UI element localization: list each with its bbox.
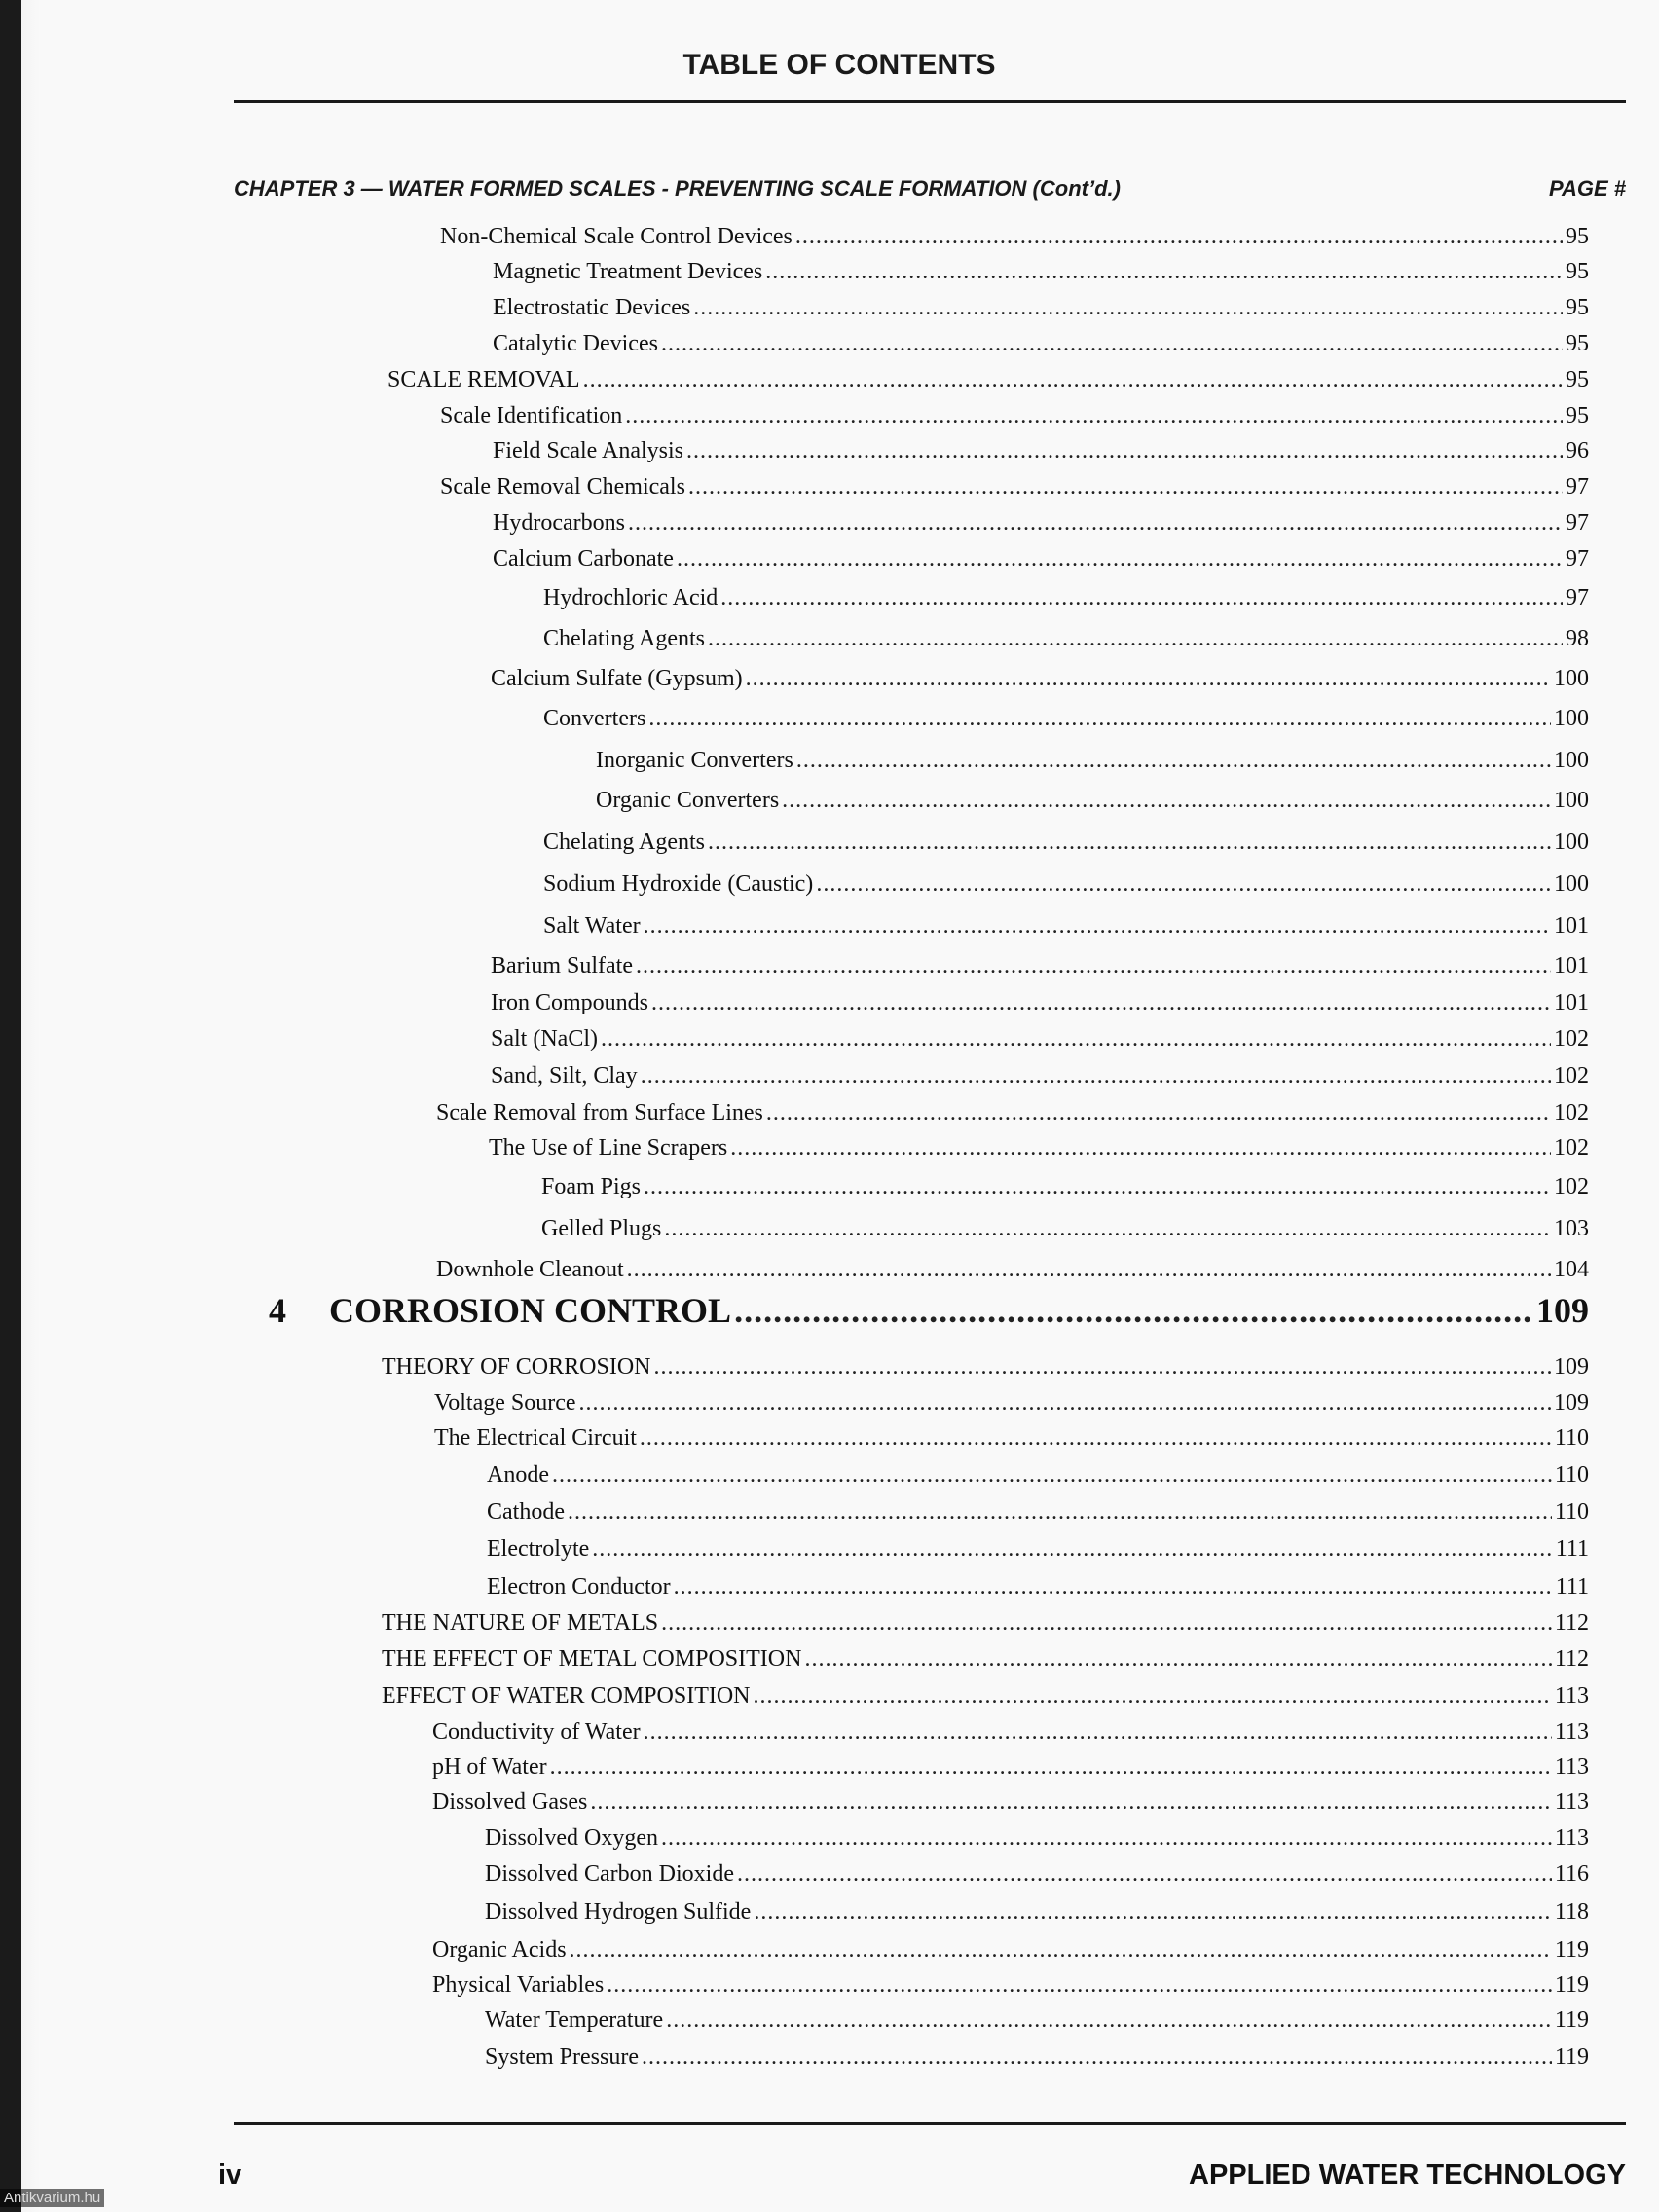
- toc-entry: [432, 1972, 1589, 2002]
- toc-entry-title: Physical Variables: [432, 1972, 605, 1998]
- toc-entry: [485, 2045, 1589, 2074]
- toc-entry-title: Electron Conductor: [487, 1574, 671, 1600]
- toc-entry: [543, 830, 1589, 859]
- toc-entry-title: Field Scale Analysis: [493, 438, 683, 463]
- toc-entry-page: 109: [1554, 1390, 1589, 1416]
- toc-entry: [493, 331, 1589, 360]
- toc-entry-title: Hydrochloric Acid: [543, 585, 719, 610]
- dot-leader: [674, 1574, 1553, 1601]
- toc-entry-page: 109: [1554, 1354, 1589, 1380]
- toc-entry-page: 102: [1554, 1135, 1589, 1161]
- toc-entry-title: Inorganic Converters: [596, 748, 793, 773]
- toc-entry-title: Voltage Source: [434, 1390, 576, 1416]
- dot-leader: [734, 1290, 1533, 1331]
- dot-leader: [568, 1499, 1552, 1526]
- toc-entry-title: Sand, Silt, Clay: [491, 1063, 638, 1088]
- toc-entry-page: 97: [1566, 474, 1589, 499]
- toc-entry-title: Organic Converters: [596, 788, 780, 813]
- toc-entry-page: 110: [1554, 1499, 1589, 1525]
- dot-leader: [737, 1862, 1552, 1888]
- toc-entry-title: Dissolved Oxygen: [485, 1825, 658, 1851]
- page-column-label: PAGE #: [1548, 176, 1626, 201]
- toc-entry: [541, 1174, 1589, 1203]
- toc-entry-title: Foam Pigs: [541, 1174, 642, 1199]
- dot-leader: [720, 585, 1563, 611]
- toc-entry: [491, 953, 1589, 982]
- toc-entry: [493, 295, 1589, 324]
- toc-entry-title: The Use of Line Scrapers: [489, 1135, 728, 1161]
- toc-chapter-number: 4: [269, 1291, 286, 1330]
- toc-entry-page: 95: [1566, 403, 1589, 428]
- toc-entry-page: 119: [1554, 1937, 1589, 1963]
- toc-entry-title: THE EFFECT OF METAL COMPOSITION: [382, 1646, 802, 1672]
- dot-leader: [583, 367, 1563, 393]
- toc-entry-title: Dissolved Hydrogen Sulfide: [485, 1899, 752, 1925]
- dot-leader: [661, 1825, 1552, 1852]
- toc-entry-title: The Electrical Circuit: [434, 1425, 637, 1451]
- toc-entry-title: Gelled Plugs: [541, 1216, 662, 1241]
- dot-leader: [677, 546, 1563, 572]
- toc-entry-page: 118: [1554, 1899, 1589, 1925]
- toc-entry-page: 111: [1555, 1536, 1589, 1562]
- toc-entry-page: 100: [1554, 788, 1589, 813]
- toc-entry: [487, 1574, 1589, 1604]
- toc-entry-page: 109: [1536, 1291, 1589, 1330]
- toc-entry-page: 102: [1554, 1100, 1589, 1125]
- dot-leader: [625, 403, 1563, 429]
- footer-rule: [234, 2122, 1626, 2125]
- toc-entry-title: Cathode: [487, 1499, 565, 1525]
- toc-entry-title: Downhole Cleanout: [436, 1257, 624, 1282]
- toc-entry-page: 100: [1554, 871, 1589, 897]
- dot-leader: [754, 1683, 1552, 1710]
- dot-leader: [816, 871, 1551, 898]
- toc-entry-page: 95: [1566, 224, 1589, 249]
- toc-entry: [493, 259, 1589, 288]
- toc-entry-page: 103: [1554, 1216, 1589, 1241]
- page: [39, 0, 1659, 2212]
- toc-entry: [543, 585, 1589, 614]
- dot-leader: [666, 2008, 1552, 2034]
- toc-entry-page: 113: [1554, 1754, 1589, 1780]
- toc-entry-page: 119: [1554, 1972, 1589, 1998]
- toc-entry: [543, 706, 1589, 735]
- toc-entry-title: Catalytic Devices: [493, 331, 658, 356]
- dot-leader: [644, 913, 1551, 940]
- dot-leader: [592, 1536, 1553, 1563]
- toc-entry-title: Chelating Agents: [543, 830, 705, 855]
- toc-entry-title: Conductivity of Water: [432, 1719, 641, 1745]
- toc-entry-page: 110: [1554, 1462, 1589, 1488]
- dot-leader: [664, 1216, 1551, 1242]
- dot-leader: [552, 1462, 1552, 1489]
- toc-entry-title: Electrolyte: [487, 1536, 590, 1562]
- toc-entry-page: 97: [1566, 510, 1589, 535]
- dot-leader: [644, 1719, 1552, 1746]
- dot-leader: [693, 295, 1563, 321]
- toc-entry-page: 100: [1554, 830, 1589, 855]
- toc-entry: [493, 546, 1589, 575]
- toc-entry-title: Calcium Sulfate (Gypsum): [491, 666, 743, 691]
- dot-leader: [640, 1425, 1552, 1452]
- toc-entry-page: 104: [1554, 1257, 1589, 1282]
- toc-entry: [382, 1683, 1589, 1713]
- dot-leader: [653, 1354, 1551, 1381]
- dot-leader: [570, 1937, 1552, 1964]
- toc-entry: [596, 788, 1589, 817]
- toc-entry-title: Water Temperature: [485, 2008, 664, 2033]
- toc-entry: [432, 1719, 1589, 1749]
- toc-entry-title: Salt (NaCl): [491, 1026, 598, 1051]
- toc-entry: [543, 626, 1589, 655]
- toc-entry-title: Magnetic Treatment Devices: [493, 259, 763, 284]
- toc-chapter-row: [269, 1290, 1589, 1333]
- toc-entry-page: 95: [1566, 259, 1589, 284]
- toc-entry-title: System Pressure: [485, 2045, 639, 2070]
- toc-entry: [434, 1390, 1589, 1419]
- chapter-header-title: CHAPTER 3 — WATER FORMED SCALES - PREVENTING SCALE FORMATION (Cont’d.): [234, 176, 1121, 201]
- toc-entry-page: 113: [1554, 1789, 1589, 1815]
- dot-leader: [651, 990, 1551, 1016]
- dot-leader: [579, 1390, 1551, 1417]
- dot-leader: [708, 626, 1563, 652]
- toc-entry-page: 100: [1554, 706, 1589, 731]
- toc-entry-title: Electrostatic Devices: [493, 295, 691, 320]
- toc-entry-page: 95: [1566, 331, 1589, 356]
- dot-leader: [590, 1789, 1552, 1816]
- dot-leader: [804, 1646, 1551, 1673]
- toc-entry: [387, 367, 1589, 396]
- toc-entry: [382, 1354, 1589, 1383]
- toc-entry: [440, 403, 1589, 432]
- toc-entry: [489, 1135, 1589, 1164]
- toc-entry-title: Organic Acids: [432, 1937, 567, 1963]
- toc-entry-title: Converters: [543, 706, 646, 731]
- dot-leader: [746, 666, 1551, 692]
- toc-entry: [491, 1026, 1589, 1055]
- toc-list: [39, 0, 1659, 2212]
- toc-entry-page: 96: [1566, 438, 1589, 463]
- toc-entry: [382, 1646, 1589, 1676]
- toc-entry-page: 97: [1566, 546, 1589, 571]
- dot-leader: [644, 1174, 1551, 1200]
- toc-entry-page: 101: [1554, 990, 1589, 1015]
- toc-entry: [485, 1825, 1589, 1855]
- dot-leader: [795, 224, 1563, 250]
- footer-page-number: iv: [218, 2159, 242, 2191]
- toc-entry-page: 102: [1554, 1063, 1589, 1088]
- toc-entry-title: Non-Chemical Scale Control Devices: [440, 224, 793, 249]
- dot-leader: [765, 259, 1563, 285]
- toc-entry: [382, 1610, 1589, 1640]
- toc-entry: [485, 1862, 1589, 1891]
- dot-leader: [642, 2045, 1552, 2071]
- toc-entry-title: Barium Sulfate: [491, 953, 633, 978]
- toc-entry: [440, 224, 1589, 253]
- dot-leader: [661, 1610, 1552, 1637]
- dot-leader: [636, 953, 1551, 979]
- toc-entry-page: 111: [1555, 1574, 1589, 1600]
- toc-entry-title: Scale Removal from Surface Lines: [436, 1100, 763, 1125]
- toc-entry-page: 100: [1554, 748, 1589, 773]
- toc-entry: [491, 1063, 1589, 1092]
- toc-entry: [487, 1499, 1589, 1529]
- toc-entry-title: EFFECT OF WATER COMPOSITION: [382, 1683, 751, 1709]
- dot-leader: [628, 510, 1563, 536]
- toc-entry: [432, 1754, 1589, 1784]
- toc-entry-title: Chelating Agents: [543, 626, 705, 651]
- toc-entry-title: Anode: [487, 1462, 549, 1488]
- dot-leader: [796, 748, 1551, 774]
- dot-leader: [627, 1257, 1551, 1283]
- toc-entry: [485, 1899, 1589, 1929]
- toc-entry-title: Sodium Hydroxide (Caustic): [543, 871, 814, 897]
- toc-entry-title: Dissolved Gases: [432, 1789, 588, 1815]
- dot-leader: [607, 1972, 1552, 1999]
- dot-leader: [730, 1135, 1551, 1161]
- toc-entry-title: Calcium Carbonate: [493, 546, 674, 571]
- toc-entry: [436, 1257, 1589, 1286]
- dot-leader: [754, 1899, 1552, 1926]
- toc-entry-title: Dissolved Carbon Dioxide: [485, 1862, 734, 1887]
- toc-entry-title: Salt Water: [543, 913, 641, 939]
- toc-entry: [436, 1100, 1589, 1129]
- dot-leader: [766, 1100, 1551, 1126]
- book-binding: [0, 0, 21, 2212]
- toc-entry-page: 101: [1554, 953, 1589, 978]
- toc-entry-page: 113: [1554, 1825, 1589, 1851]
- toc-entry-title: pH of Water: [432, 1754, 547, 1780]
- toc-entry-title: Scale Removal Chemicals: [440, 474, 685, 499]
- footer-book-title: APPLIED WATER TECHNOLOGY: [1189, 2159, 1626, 2191]
- toc-entry: [487, 1536, 1589, 1566]
- toc-entry-page: 112: [1554, 1610, 1589, 1636]
- toc-entry: [487, 1462, 1589, 1492]
- toc-entry-page: 113: [1554, 1683, 1589, 1709]
- toc-entry-page: 113: [1554, 1719, 1589, 1745]
- toc-entry-page: 98: [1566, 626, 1589, 651]
- toc-entry: [491, 990, 1589, 1019]
- toc-entry: [491, 666, 1589, 695]
- toc-entry: [440, 474, 1589, 503]
- toc-entry: [432, 1937, 1589, 1967]
- toc-entry: [432, 1789, 1589, 1819]
- toc-entry-title: SCALE REMOVAL: [387, 367, 580, 392]
- toc-entry-title: CORROSION CONTROL: [329, 1291, 732, 1330]
- dot-leader: [782, 788, 1551, 814]
- toc-entry-title: THEORY OF CORROSION: [382, 1354, 651, 1380]
- toc-entry-page: 119: [1554, 2008, 1589, 2033]
- toc-entry: [493, 510, 1589, 539]
- dot-leader: [648, 706, 1551, 732]
- toc-entry-page: 100: [1554, 666, 1589, 691]
- toc-entry-page: 119: [1554, 2045, 1589, 2070]
- dot-leader: [641, 1063, 1551, 1089]
- toc-entry-page: 101: [1554, 913, 1589, 939]
- toc-entry: [493, 438, 1589, 467]
- toc-entry: [434, 1425, 1589, 1455]
- page-title: TABLE OF CONTENTS: [682, 49, 996, 81]
- toc-entry-page: 112: [1554, 1646, 1589, 1672]
- toc-entry-page: 116: [1554, 1862, 1589, 1887]
- watermark: Antikvarium.hu: [0, 2189, 104, 2207]
- toc-entry: [543, 913, 1589, 942]
- toc-entry-title: THE NATURE OF METALS: [382, 1610, 659, 1636]
- toc-entry-title: Scale Identification: [440, 403, 623, 428]
- toc-entry-title: Iron Compounds: [491, 990, 648, 1015]
- toc-entry: [541, 1216, 1589, 1245]
- toc-entry-page: 102: [1554, 1174, 1589, 1199]
- toc-entry-page: 95: [1566, 295, 1589, 320]
- toc-entry-page: 110: [1554, 1425, 1589, 1451]
- toc-entry-page: 102: [1554, 1026, 1589, 1051]
- dot-leader: [661, 331, 1563, 357]
- dot-leader: [708, 830, 1551, 856]
- dot-leader: [686, 438, 1563, 464]
- toc-entry: [485, 2008, 1589, 2037]
- toc-entry-title: Hydrocarbons: [493, 510, 625, 535]
- toc-entry: [543, 871, 1589, 901]
- dot-leader: [601, 1026, 1551, 1052]
- dot-leader: [688, 474, 1563, 500]
- toc-entry-page: 95: [1566, 367, 1589, 392]
- toc-entry: [596, 748, 1589, 777]
- toc-entry-page: 97: [1566, 585, 1589, 610]
- dot-leader: [550, 1754, 1552, 1781]
